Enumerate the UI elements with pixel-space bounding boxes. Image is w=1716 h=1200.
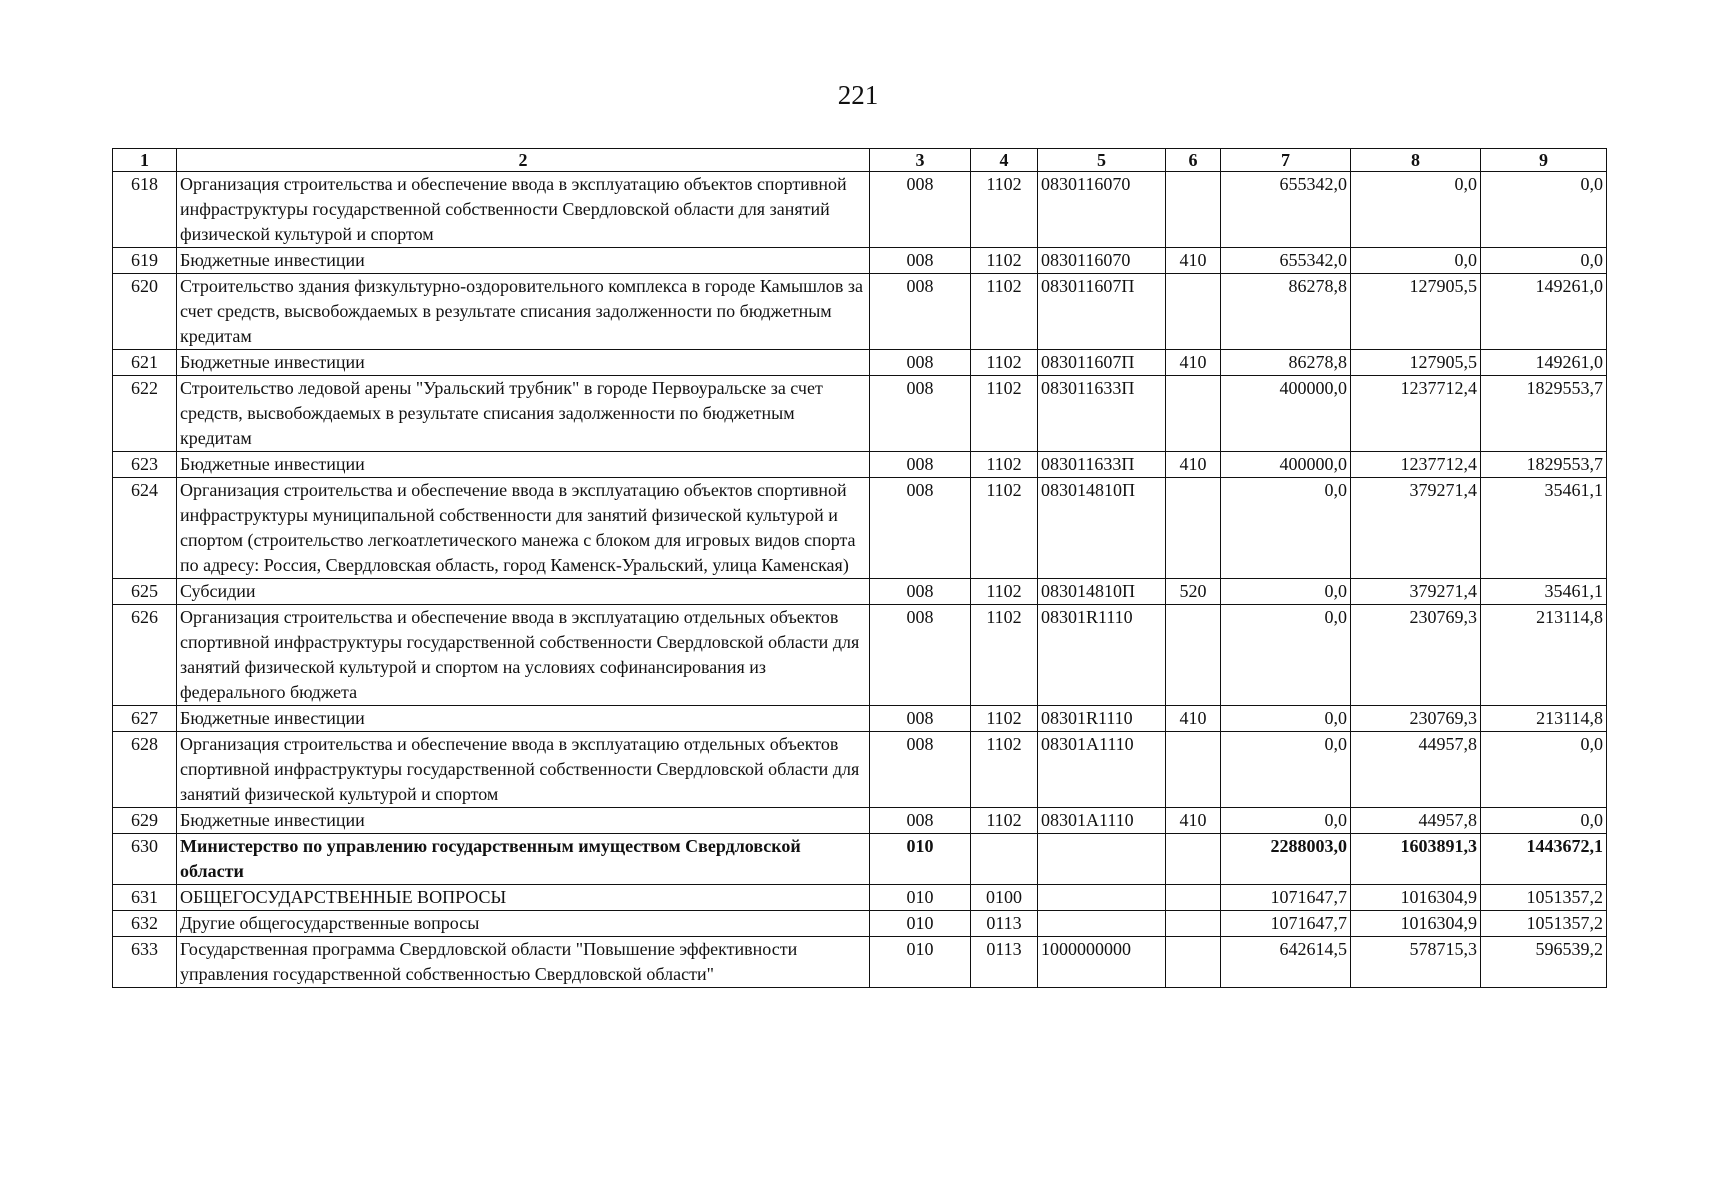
amount-col9-cell: 35461,1	[1481, 579, 1607, 605]
row-name-cell: Организация строительства и обеспечение ввода в эксплуатацию отдельных объектов спортивной инфраструктуры государственной собственности Свердловской области для занятий физической культурой и спортом на условиях софинансирования из федерального бюджета	[177, 605, 870, 706]
target-article-cell	[1038, 885, 1166, 911]
ministry-code-cell: 008	[870, 808, 971, 834]
amount-col7-cell: 0,0	[1221, 808, 1351, 834]
table-row	[113, 248, 1607, 274]
amount-col9-cell: 0,0	[1481, 808, 1607, 834]
table-row	[113, 834, 1607, 885]
row-number-cell: 624	[113, 478, 177, 579]
ministry-code-cell: 008	[870, 732, 971, 808]
target-article-cell	[1038, 834, 1166, 885]
section-code-cell: 1102	[971, 706, 1038, 732]
amount-col9-cell: 35461,1	[1481, 478, 1607, 579]
target-article-cell: 083014810П	[1038, 478, 1166, 579]
table-row	[113, 911, 1607, 937]
amount-col8-cell: 1016304,9	[1351, 911, 1481, 937]
row-number-cell: 625	[113, 579, 177, 605]
amount-col9-cell: 0,0	[1481, 172, 1607, 248]
target-article-cell: 083011607П	[1038, 274, 1166, 350]
expense-type-cell	[1166, 172, 1221, 248]
table-row	[113, 706, 1607, 732]
expense-type-cell	[1166, 376, 1221, 452]
amount-col7-cell: 400000,0	[1221, 452, 1351, 478]
row-number-cell: 632	[113, 911, 177, 937]
amount-col7-cell: 400000,0	[1221, 376, 1351, 452]
amount-col7-cell: 86278,8	[1221, 274, 1351, 350]
amount-col8-cell: 230769,3	[1351, 605, 1481, 706]
ministry-code-cell: 010	[870, 834, 971, 885]
amount-col7-cell: 1071647,7	[1221, 885, 1351, 911]
expense-type-cell	[1166, 274, 1221, 350]
table-body	[113, 172, 1607, 988]
amount-col7-cell: 0,0	[1221, 579, 1351, 605]
amount-col9-cell: 0,0	[1481, 732, 1607, 808]
amount-col8-cell: 578715,3	[1351, 937, 1481, 988]
amount-col9-cell: 149261,0	[1481, 350, 1607, 376]
section-code-cell: 1102	[971, 350, 1038, 376]
table-row	[113, 732, 1607, 808]
target-article-cell: 083014810П	[1038, 579, 1166, 605]
ministry-code-cell: 008	[870, 579, 971, 605]
table-row	[113, 452, 1607, 478]
row-number-cell: 623	[113, 452, 177, 478]
amount-col8-cell: 0,0	[1351, 248, 1481, 274]
column-header: 6	[1166, 149, 1221, 172]
table-row	[113, 579, 1607, 605]
expense-type-cell	[1166, 478, 1221, 579]
amount-col9-cell: 1829553,7	[1481, 376, 1607, 452]
section-code-cell: 1102	[971, 248, 1038, 274]
expense-type-cell: 520	[1166, 579, 1221, 605]
amount-col8-cell: 1603891,3	[1351, 834, 1481, 885]
ministry-code-cell: 008	[870, 452, 971, 478]
expense-type-cell	[1166, 605, 1221, 706]
amount-col9-cell: 1051357,2	[1481, 911, 1607, 937]
amount-col8-cell: 0,0	[1351, 172, 1481, 248]
amount-col9-cell: 596539,2	[1481, 937, 1607, 988]
column-header: 1	[113, 149, 177, 172]
column-header: 3	[870, 149, 971, 172]
row-name-cell: Бюджетные инвестиции	[177, 452, 870, 478]
section-code-cell: 0100	[971, 885, 1038, 911]
row-number-cell: 628	[113, 732, 177, 808]
ministry-code-cell: 008	[870, 478, 971, 579]
table-row	[113, 274, 1607, 350]
row-number-cell: 618	[113, 172, 177, 248]
row-name-cell: Строительство ледовой арены "Уральский трубник" в городе Первоуральске за счет средств, высвобождаемых в результате списания задолженности по бюджетным кредитам	[177, 376, 870, 452]
column-header: 2	[177, 149, 870, 172]
section-code-cell: 1102	[971, 579, 1038, 605]
row-number-cell: 627	[113, 706, 177, 732]
column-header: 4	[971, 149, 1038, 172]
row-name-cell: Бюджетные инвестиции	[177, 248, 870, 274]
expense-type-cell	[1166, 732, 1221, 808]
amount-col9-cell: 213114,8	[1481, 605, 1607, 706]
row-number-cell: 629	[113, 808, 177, 834]
ministry-code-cell: 008	[870, 376, 971, 452]
amount-col8-cell: 1237712,4	[1351, 376, 1481, 452]
expense-type-cell	[1166, 834, 1221, 885]
amount-col8-cell: 230769,3	[1351, 706, 1481, 732]
expense-type-cell: 410	[1166, 706, 1221, 732]
target-article-cell	[1038, 911, 1166, 937]
ministry-code-cell: 008	[870, 350, 971, 376]
target-article-cell: 083011633П	[1038, 452, 1166, 478]
target-article-cell: 08301A1110	[1038, 808, 1166, 834]
table-row	[113, 376, 1607, 452]
section-code-cell: 1102	[971, 808, 1038, 834]
row-number-cell: 630	[113, 834, 177, 885]
amount-col7-cell: 655342,0	[1221, 248, 1351, 274]
row-name-cell: ОБЩЕГОСУДАРСТВЕННЫЕ ВОПРОСЫ	[177, 885, 870, 911]
row-name-cell: Бюджетные инвестиции	[177, 350, 870, 376]
table-row	[113, 808, 1607, 834]
section-code-cell: 1102	[971, 605, 1038, 706]
amount-col9-cell: 0,0	[1481, 248, 1607, 274]
ministry-code-cell: 008	[870, 274, 971, 350]
amount-col9-cell: 149261,0	[1481, 274, 1607, 350]
column-header: 8	[1351, 149, 1481, 172]
row-number-cell: 631	[113, 885, 177, 911]
target-article-cell: 08301R1110	[1038, 706, 1166, 732]
row-name-cell: Министерство по управлению государственным имуществом Свердловской области	[177, 834, 870, 885]
expense-type-cell	[1166, 937, 1221, 988]
section-code-cell: 0113	[971, 911, 1038, 937]
amount-col9-cell: 1443672,1	[1481, 834, 1607, 885]
page-number: 221	[837, 80, 879, 110]
amount-col7-cell: 0,0	[1221, 478, 1351, 579]
ministry-code-cell: 008	[870, 605, 971, 706]
amount-col8-cell: 127905,5	[1351, 350, 1481, 376]
column-header: 9	[1481, 149, 1607, 172]
row-number-cell: 622	[113, 376, 177, 452]
row-number-cell: 633	[113, 937, 177, 988]
expense-type-cell: 410	[1166, 248, 1221, 274]
target-article-cell: 1000000000	[1038, 937, 1166, 988]
target-article-cell: 083011607П	[1038, 350, 1166, 376]
row-number-cell: 619	[113, 248, 177, 274]
ministry-code-cell: 008	[870, 172, 971, 248]
target-article-cell: 08301A1110	[1038, 732, 1166, 808]
amount-col8-cell: 127905,5	[1351, 274, 1481, 350]
amount-col8-cell: 44957,8	[1351, 808, 1481, 834]
expense-type-cell	[1166, 885, 1221, 911]
section-code-cell: 1102	[971, 478, 1038, 579]
amount-col7-cell: 1071647,7	[1221, 911, 1351, 937]
section-code-cell: 1102	[971, 376, 1038, 452]
row-name-cell: Государственная программа Свердловской области "Повышение эффективности управления государственной собственностью Свердловской области"	[177, 937, 870, 988]
amount-col7-cell: 642614,5	[1221, 937, 1351, 988]
row-number-cell: 621	[113, 350, 177, 376]
ministry-code-cell: 008	[870, 706, 971, 732]
table-row	[113, 478, 1607, 579]
amount-col8-cell: 379271,4	[1351, 478, 1481, 579]
ministry-code-cell: 008	[870, 248, 971, 274]
amount-col7-cell: 0,0	[1221, 732, 1351, 808]
expense-type-cell: 410	[1166, 350, 1221, 376]
target-article-cell: 0830116070	[1038, 172, 1166, 248]
row-name-cell: Организация строительства и обеспечение ввода в эксплуатацию объектов спортивной инфраструктуры муниципальной собственности для занятий физической культурой и спортом (строительство легкоатлетического манежа с блоком для игровых видов спорта по адресу: Россия, Свердловская область, город Каменск-Уральский, улица Каменская)	[177, 478, 870, 579]
table-header-row	[113, 149, 1607, 172]
amount-col7-cell: 86278,8	[1221, 350, 1351, 376]
section-code-cell: 1102	[971, 452, 1038, 478]
table-row	[113, 172, 1607, 248]
section-code-cell: 1102	[971, 274, 1038, 350]
ministry-code-cell: 010	[870, 911, 971, 937]
amount-col7-cell: 655342,0	[1221, 172, 1351, 248]
section-code-cell: 0113	[971, 937, 1038, 988]
section-code-cell	[971, 834, 1038, 885]
row-name-cell: Организация строительства и обеспечение ввода в эксплуатацию объектов спортивной инфраструктуры государственной собственности Свердловской области для занятий физической культурой и спортом	[177, 172, 870, 248]
table-row	[113, 350, 1607, 376]
budget-table	[112, 148, 1607, 988]
amount-col7-cell: 2288003,0	[1221, 834, 1351, 885]
row-number-cell: 626	[113, 605, 177, 706]
amount-col7-cell: 0,0	[1221, 605, 1351, 706]
row-name-cell: Бюджетные инвестиции	[177, 706, 870, 732]
row-number-cell: 620	[113, 274, 177, 350]
row-name-cell: Субсидии	[177, 579, 870, 605]
target-article-cell: 0830116070	[1038, 248, 1166, 274]
column-header: 7	[1221, 149, 1351, 172]
table-row	[113, 937, 1607, 988]
ministry-code-cell: 010	[870, 937, 971, 988]
amount-col9-cell: 1051357,2	[1481, 885, 1607, 911]
row-name-cell: Бюджетные инвестиции	[177, 808, 870, 834]
expense-type-cell	[1166, 911, 1221, 937]
table-row	[113, 605, 1607, 706]
target-article-cell: 08301R1110	[1038, 605, 1166, 706]
amount-col8-cell: 1237712,4	[1351, 452, 1481, 478]
row-name-cell: Строительство здания физкультурно-оздоровительного комплекса в городе Камышлов за счет средств, высвобождаемых в результате списания задолженности по бюджетным кредитам	[177, 274, 870, 350]
row-name-cell: Организация строительства и обеспечение ввода в эксплуатацию отдельных объектов спортивной инфраструктуры государственной собственности Свердловской области для занятий физической культурой и спортом	[177, 732, 870, 808]
amount-col9-cell: 1829553,7	[1481, 452, 1607, 478]
expense-type-cell: 410	[1166, 452, 1221, 478]
amount-col7-cell: 0,0	[1221, 706, 1351, 732]
section-code-cell: 1102	[971, 172, 1038, 248]
amount-col8-cell: 379271,4	[1351, 579, 1481, 605]
expense-type-cell: 410	[1166, 808, 1221, 834]
amount-col9-cell: 213114,8	[1481, 706, 1607, 732]
amount-col8-cell: 44957,8	[1351, 732, 1481, 808]
table-row	[113, 885, 1607, 911]
column-header: 5	[1038, 149, 1166, 172]
section-code-cell: 1102	[971, 732, 1038, 808]
row-name-cell: Другие общегосударственные вопросы	[177, 911, 870, 937]
ministry-code-cell: 010	[870, 885, 971, 911]
target-article-cell: 083011633П	[1038, 376, 1166, 452]
amount-col8-cell: 1016304,9	[1351, 885, 1481, 911]
